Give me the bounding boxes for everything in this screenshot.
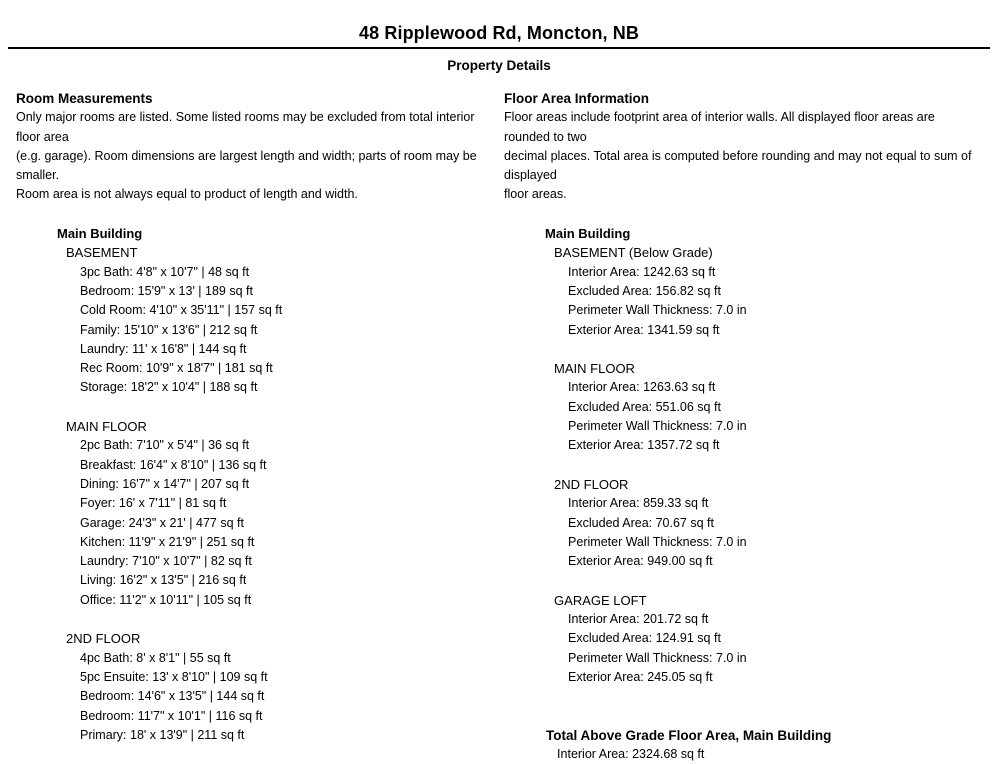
room-measurement-line: Laundry: 7'10" x 10'7" | 82 sq ft [80, 554, 252, 569]
room-measurement-line: Foyer: 16' x 7'11" | 81 sq ft [80, 496, 227, 511]
floor-group [504, 359, 982, 455]
room-measurement-line: Garage: 24'3" x 21' | 477 sq ft [80, 515, 244, 530]
floor-stat-line: Interior Area: 859.33 sq ft [568, 496, 709, 511]
floor-stat-line: Excluded Area: 124.91 sq ft [568, 631, 721, 646]
floor-stat-line: Perimeter Wall Thickness: 7.0 in [568, 303, 747, 318]
floor-name: BASEMENT [66, 245, 138, 261]
description-line: Only major rooms are listed. Some listed rooms may be excluded from total interior floor area [16, 110, 475, 144]
total-above-grade-stats [504, 745, 982, 764]
room-measurement-line: Rec Room: 10'9" x 18'7" | 181 sq ft [80, 361, 273, 376]
room-measurement-line: 2pc Bath: 7'10" x 5'4" | 36 sq ft [80, 438, 250, 453]
floor-group [504, 243, 982, 339]
room-measurement-line: Breakfast: 16'4" x 8'10" | 136 sq ft [80, 457, 267, 472]
floor-stat-line: Exterior Area: 1357.72 sq ft [568, 438, 720, 453]
floor-stat-line: Perimeter Wall Thickness: 7.0 in [568, 650, 747, 665]
room-measurement-line: Storage: 18'2" x 10'4" | 188 sq ft [80, 380, 258, 395]
room-measurement-line: Family: 15'10" x 13'6" | 212 sq ft [80, 322, 258, 337]
description-line: decimal places. Total area is computed before rounding and may not equal to sum of displayed [504, 148, 972, 183]
floor-stat-line: Excluded Area: 551.06 sq ft [568, 399, 721, 414]
room-measurement-line: Cold Room: 4'10" x 35'11" | 157 sq ft [80, 303, 283, 318]
room-measurement-line: 5pc Ensuite: 13' x 8'10" | 109 sq ft [80, 669, 268, 684]
floor-stat-line: Perimeter Wall Thickness: 7.0 in [568, 534, 747, 549]
floor-stat-line: Interior Area: 201.72 sq ft [568, 612, 709, 627]
floor-group [504, 475, 982, 571]
floor-name: 2ND FLOOR [66, 631, 141, 647]
floor-name: 2ND FLOOR [554, 476, 629, 492]
room-measurement-line: 4pc Bath: 8' x 8'1" | 55 sq ft [80, 650, 231, 665]
floor-area-information-heading: Floor Area Information [504, 91, 650, 106]
floor-name: GARAGE LOFT [554, 592, 647, 608]
floor-stat-line: Excluded Area: 156.82 sq ft [568, 283, 721, 298]
floor-stat-line: Exterior Area: 245.05 sq ft [568, 669, 713, 684]
room-measurement-line: Laundry: 11' x 16'8" | 144 sq ft [80, 341, 247, 356]
floor-group [16, 243, 488, 397]
total-stat-line: Interior Area: 2324.68 sq ft [557, 747, 705, 762]
floor-name: BASEMENT (Below Grade) [554, 245, 713, 261]
total-above-grade-block [504, 726, 982, 764]
room-measurements-floor-list [16, 243, 488, 745]
room-measurement-line: Bedroom: 15'9" x 13' | 189 sq ft [80, 283, 253, 298]
room-measurement-line: 3pc Bath: 4'8" x 10'7" | 48 sq ft [80, 264, 250, 279]
floor-area-information-description [504, 108, 982, 204]
room-measurement-line: Bedroom: 14'6" x 13'5" | 144 sq ft [80, 689, 265, 704]
floor-area-floor-list [504, 243, 982, 687]
floor-group [504, 591, 982, 687]
description-line: Room area is not always equal to product of length and width. [16, 187, 358, 202]
floor-area-building-name: Main Building [545, 226, 631, 242]
room-measurement-line: Office: 11'2" x 10'11" | 105 sq ft [80, 592, 252, 607]
floor-stat-line: Interior Area: 1242.63 sq ft [568, 264, 716, 279]
room-measurements-description [16, 108, 488, 204]
floor-stat-line: Excluded Area: 70.67 sq ft [568, 515, 714, 530]
floor-stat-line: Exterior Area: 949.00 sq ft [568, 554, 713, 569]
description-line: floor areas. [504, 187, 567, 202]
floor-stat-line: Interior Area: 1263.63 sq ft [568, 380, 716, 395]
page-title: 48 Ripplewood Rd, Moncton, NB [359, 23, 639, 43]
description-line: (e.g. garage). Room dimensions are largest length and width; parts of room may be smaller. [16, 148, 477, 183]
page-subtitle: Property Details [447, 58, 551, 73]
total-above-grade-heading: Total Above Grade Floor Area, Main Building [546, 727, 832, 743]
floor-name: MAIN FLOOR [66, 419, 147, 435]
header-divider [8, 47, 990, 49]
floor-group [16, 417, 488, 610]
room-measurement-line: Dining: 16'7" x 14'7" | 207 sq ft [80, 476, 250, 491]
room-measurements-section [16, 89, 488, 764]
floor-stat-line: Perimeter Wall Thickness: 7.0 in [568, 419, 747, 434]
content-columns [0, 89, 998, 764]
room-measurements-building-name: Main Building [57, 226, 143, 242]
room-measurements-heading: Room Measurements [16, 91, 153, 106]
floor-area-information-section [504, 89, 982, 764]
room-measurement-line: Bedroom: 11'7" x 10'1" | 116 sq ft [80, 708, 263, 723]
room-measurement-line: Living: 16'2" x 13'5" | 216 sq ft [80, 573, 247, 588]
floor-group [16, 629, 488, 745]
floor-name: MAIN FLOOR [554, 361, 635, 377]
description-line: Floor areas include footprint area of interior walls. All displayed floor areas are rounded to two [504, 110, 935, 144]
room-measurement-line: Kitchen: 11'9" x 21'9" | 251 sq ft [80, 534, 255, 549]
room-measurement-line: Primary: 18' x 13'9" | 211 sq ft [80, 727, 245, 742]
floor-stat-line: Exterior Area: 1341.59 sq ft [568, 322, 720, 337]
